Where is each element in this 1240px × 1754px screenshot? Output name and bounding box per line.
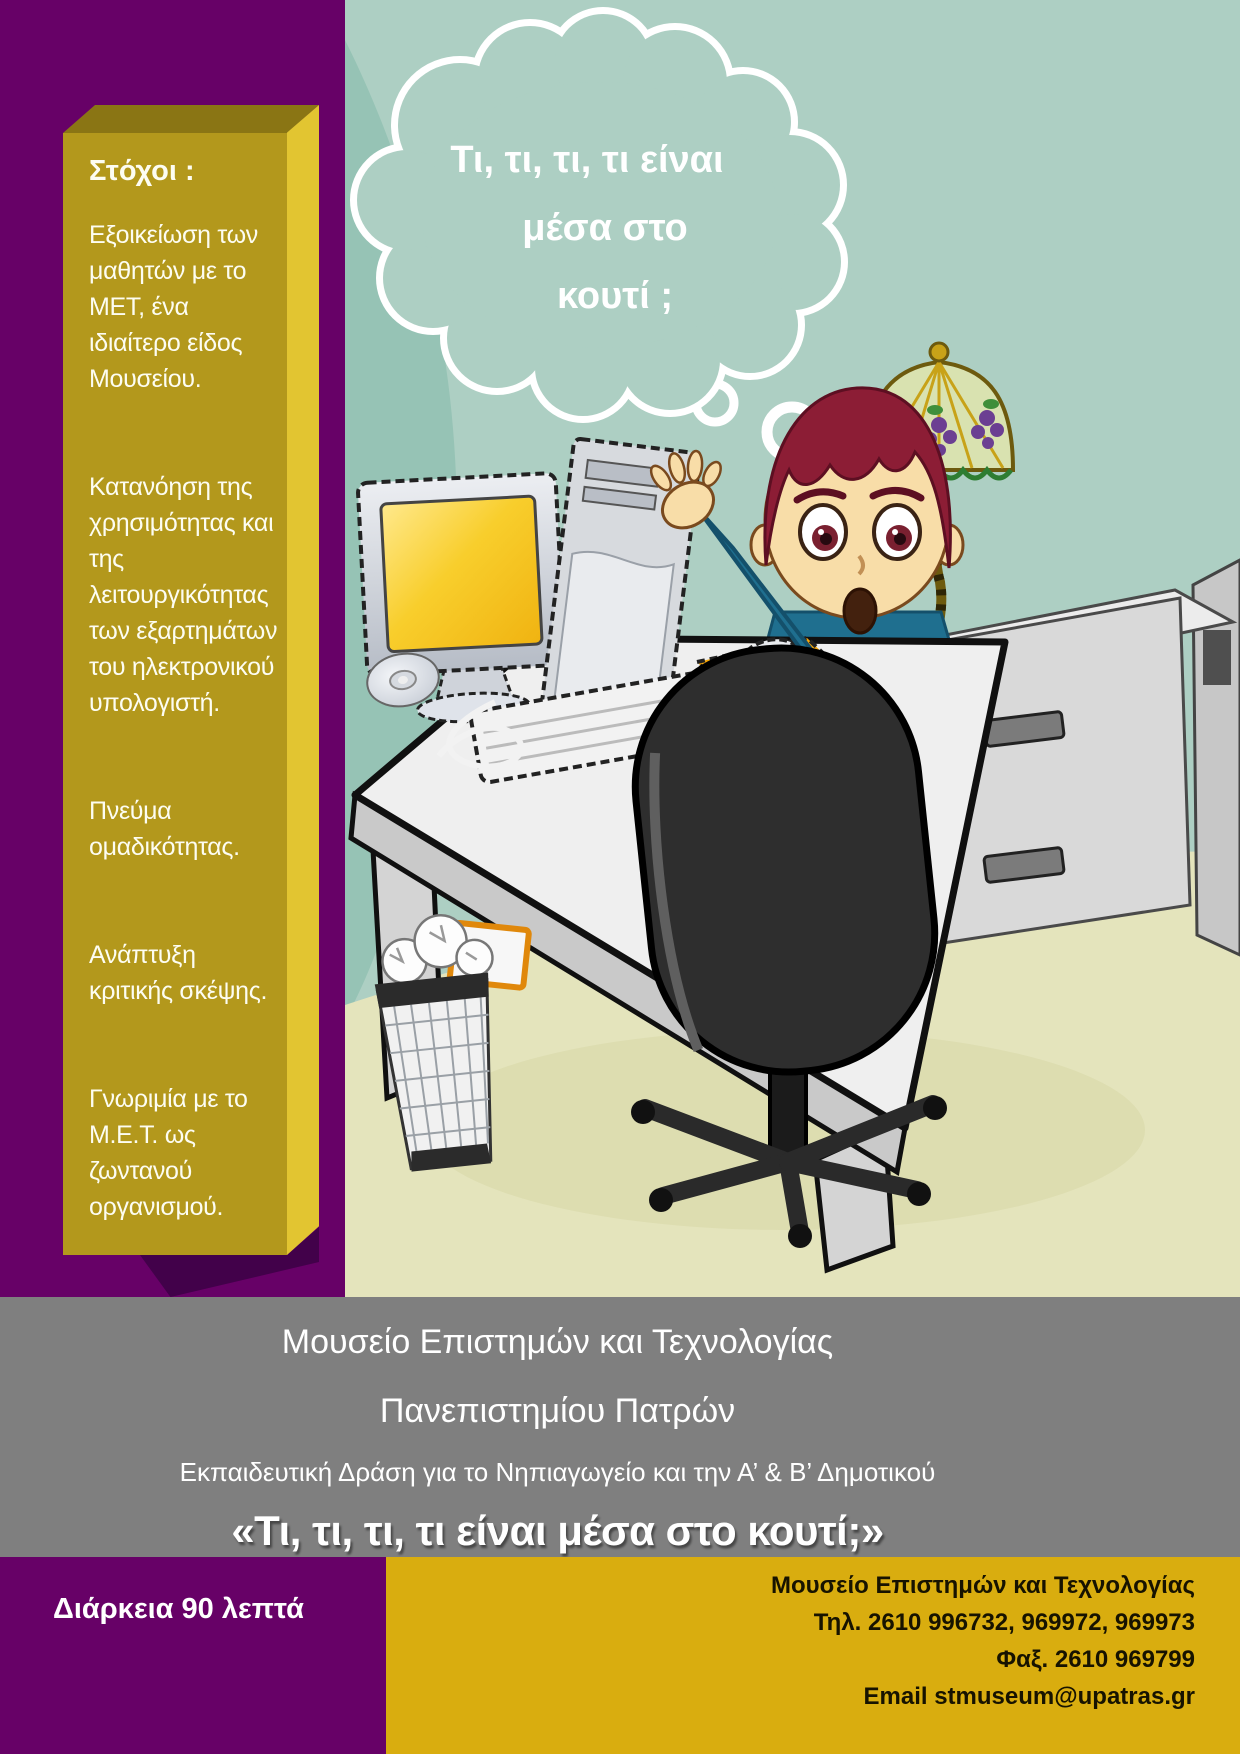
bottom-purple-strip bbox=[0, 1557, 386, 1754]
museum-title-line2: Πανεπιστημίου Πατρών bbox=[379, 1392, 736, 1430]
objective-item: Ανάπτυξη κριτικής σκέψης. bbox=[89, 941, 268, 1005]
thought-text-line1: Τι, τι, τι, τι είναι bbox=[450, 139, 724, 181]
boy-mouth bbox=[844, 589, 876, 633]
objective-item: Εξοικείωση των μαθητών με το ΜΕΤ, ένα ιδιαίτερο είδος Μουσείου. bbox=[89, 221, 258, 393]
objectives-heading: Στόχοι : bbox=[89, 155, 195, 187]
contact-name: Μουσείο Επιστημών και Τεχνολογίας bbox=[771, 1572, 1195, 1599]
objectives-box-top-face bbox=[63, 105, 319, 133]
contact-fax: Φαξ. 2610 969799 bbox=[996, 1646, 1195, 1673]
cabinet-slot bbox=[1203, 630, 1231, 685]
contact-email: Email stmuseum@upatras.gr bbox=[863, 1683, 1195, 1710]
band-subtitle: Εκπαιδευτική Δράση για το Νηπιαγωγείο και την Α’ & Β’ Δημοτικού bbox=[179, 1457, 936, 1487]
objective-item: Γνωριμία με το Μ.Ε.Τ. ως ζωντανού οργανισμού. bbox=[89, 1085, 248, 1221]
title-band bbox=[0, 1297, 1240, 1557]
thought-text-line2: μέσα στο bbox=[522, 207, 688, 249]
thought-text-line3: κουτί ; bbox=[557, 275, 673, 317]
bottom-gold-strip bbox=[386, 1557, 1240, 1754]
objective-item: Κατανόηση της χρησιμότητας και της λειτουργικότητας των εξαρτημάτων του ηλεκτρονικού υπολογιστή. bbox=[89, 473, 278, 717]
contact-phone: Τηλ. 2610 996732, 969972, 969973 bbox=[813, 1609, 1195, 1636]
monitor-screen bbox=[381, 496, 543, 652]
objectives-box-side-face bbox=[287, 105, 319, 1255]
objective-item: Πνεύμα ομαδικότητας. bbox=[89, 797, 240, 861]
sidebar-purple bbox=[0, 0, 345, 1297]
museum-title-line1: Μουσείο Επιστημών και Τεχνολογίας bbox=[281, 1323, 834, 1361]
duration-label: Διάρκεια 90 λεπτά bbox=[53, 1593, 304, 1625]
title-band-inner bbox=[0, 1297, 1240, 1555]
objectives-box bbox=[63, 133, 287, 1255]
activity-title: «Τι, τι, τι, τι είναι μέσα στο κουτί;» bbox=[231, 1507, 884, 1554]
illustration-scene bbox=[345, 0, 1240, 1297]
lamp-finial bbox=[930, 343, 948, 361]
